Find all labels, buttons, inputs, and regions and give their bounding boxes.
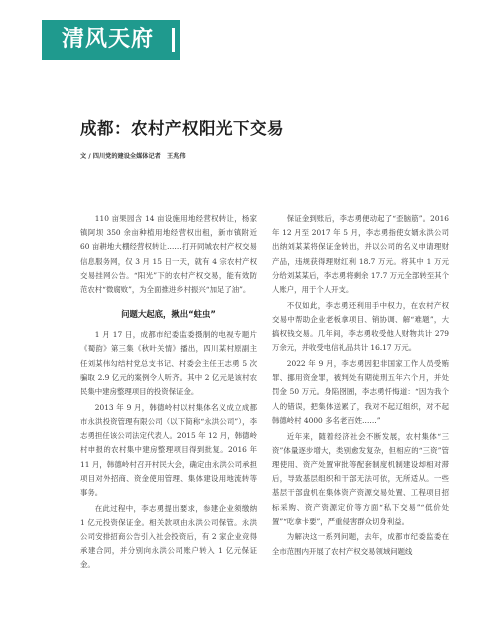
paragraph: 为解决这一系列问题，去年，成都市纪委监委在全市范围内开展了农村产权交易领域问题线 — [272, 532, 449, 556]
section-subheading: 问题大起底，揪出“蛀虫” — [121, 309, 216, 320]
section-banner-divider — [172, 28, 175, 52]
paragraph: 不仅如此，李志勇还利用手中权力，在农村产权交易中帮助企业老板拿项目、销协调、解“难题”，大搞权钱交易。几年间，李志勇收受他人财物共计 279 万余元，并收受电信礼品共计 16.17 万元。 — [272, 300, 449, 353]
paragraph: 近年来，随着经济社会不断发展，农村集体“三资”体量逐步增大，类别愈发复杂，但相应的“三资”管理使用、资产处置审批等配套制度机制建设却相对滞后，导致基层组织和干部无法可依，无所适从。一些基层干部盘机在集体资产资源交易处置、工程项目招标采购、资产资源定价等方面“私下交易”“低价处置”“吃拿卡要”，严重侵害群众切身利益。 — [272, 431, 449, 526]
article-byline: 文 / 四川党的建设全媒体记者 王兆伟 — [80, 153, 186, 160]
paragraph: 在此过程中，李志勇提出要求，参建企业须缴纳 1 亿元投资保证金。相关款项由永洪公司保管。永洪公司安排招商公告引入社会投资后，有 2 家企业竞得承建合同，并分别向永洪公司账户转入 1 亿元保证金。 — [80, 503, 257, 570]
paragraph: 2013 年 9 月，韩德岭村以村集体名义成立成都市永洪投资管理有限公司（以下简称“永洪公司”），李志勇担任该公司法定代表人。2015 年 12 月，韩德岭村申报的农村集中建房整理项目得到批复。2016 年 11 月，韩德岭村召开村民大会，确定由永洪公司承担项目对外招商、资金使用管理、集体建设用地流转等事务。 — [80, 402, 257, 497]
article-column-left — [80, 212, 257, 574]
article-column-right — [272, 212, 449, 560]
paragraph: 保证金到账后，李志勇便动起了“歪脑筋”。2016 年 12 月至 2017 年 5 月，李志勇指使女婿永洪公司出纳刘某某将保证金转出，并以公司的名义申请理财产品，违规获得理财红利 18.7 万元。将其中 1 万元分给刘某某后，李志勇将剩余 17.7 万元全部转至其个人账户，用于个人开支。 — [272, 214, 449, 295]
article-title: 成都：农村产权阳光下交易 — [80, 119, 284, 138]
paragraph: 1 月 17 日，成都市纪委监委摄制的电视专题片《蜀韵》第三集《秋叶关情》播出，四川某村原副主任刘某伟勾结村党总支书记、村委会主任王志勇 5 次骗取 2.9 亿元的案例令人听齐。其中 2 亿元是该村农民集中建房整理项目的投资保证金。 — [80, 330, 257, 397]
paragraph: 110 亩果园含 14 亩设施用地经营权转让，杨家镇阿坝 350 余亩种植用地经营权出租，新市镇附近 60 亩耕地大棚经营权转让……打开同城农村产权交易信息服务网，仅 3 月 15 日一天，就有 4 宗农村产权交易挂网公告。“阳光”下的农村产权交易，能有效防范农村“微腐败”，为全面推进乡村振兴“加足了油”。 — [80, 214, 257, 295]
section-banner-title: 清风天府 — [62, 27, 155, 52]
paragraph: 2022 年 9 月，李志勇因犯非国家工作人员受贿罪、挪用资金罪，被判处有期徒刑五年六个月，并处罚金 50 万元。身陷囹圄，李志勇忏悔道：“因为我个人的错误，把集体送累了，我对不起辽组织，对不起韩德岭村 4000 多名老百姓……” — [272, 359, 449, 425]
